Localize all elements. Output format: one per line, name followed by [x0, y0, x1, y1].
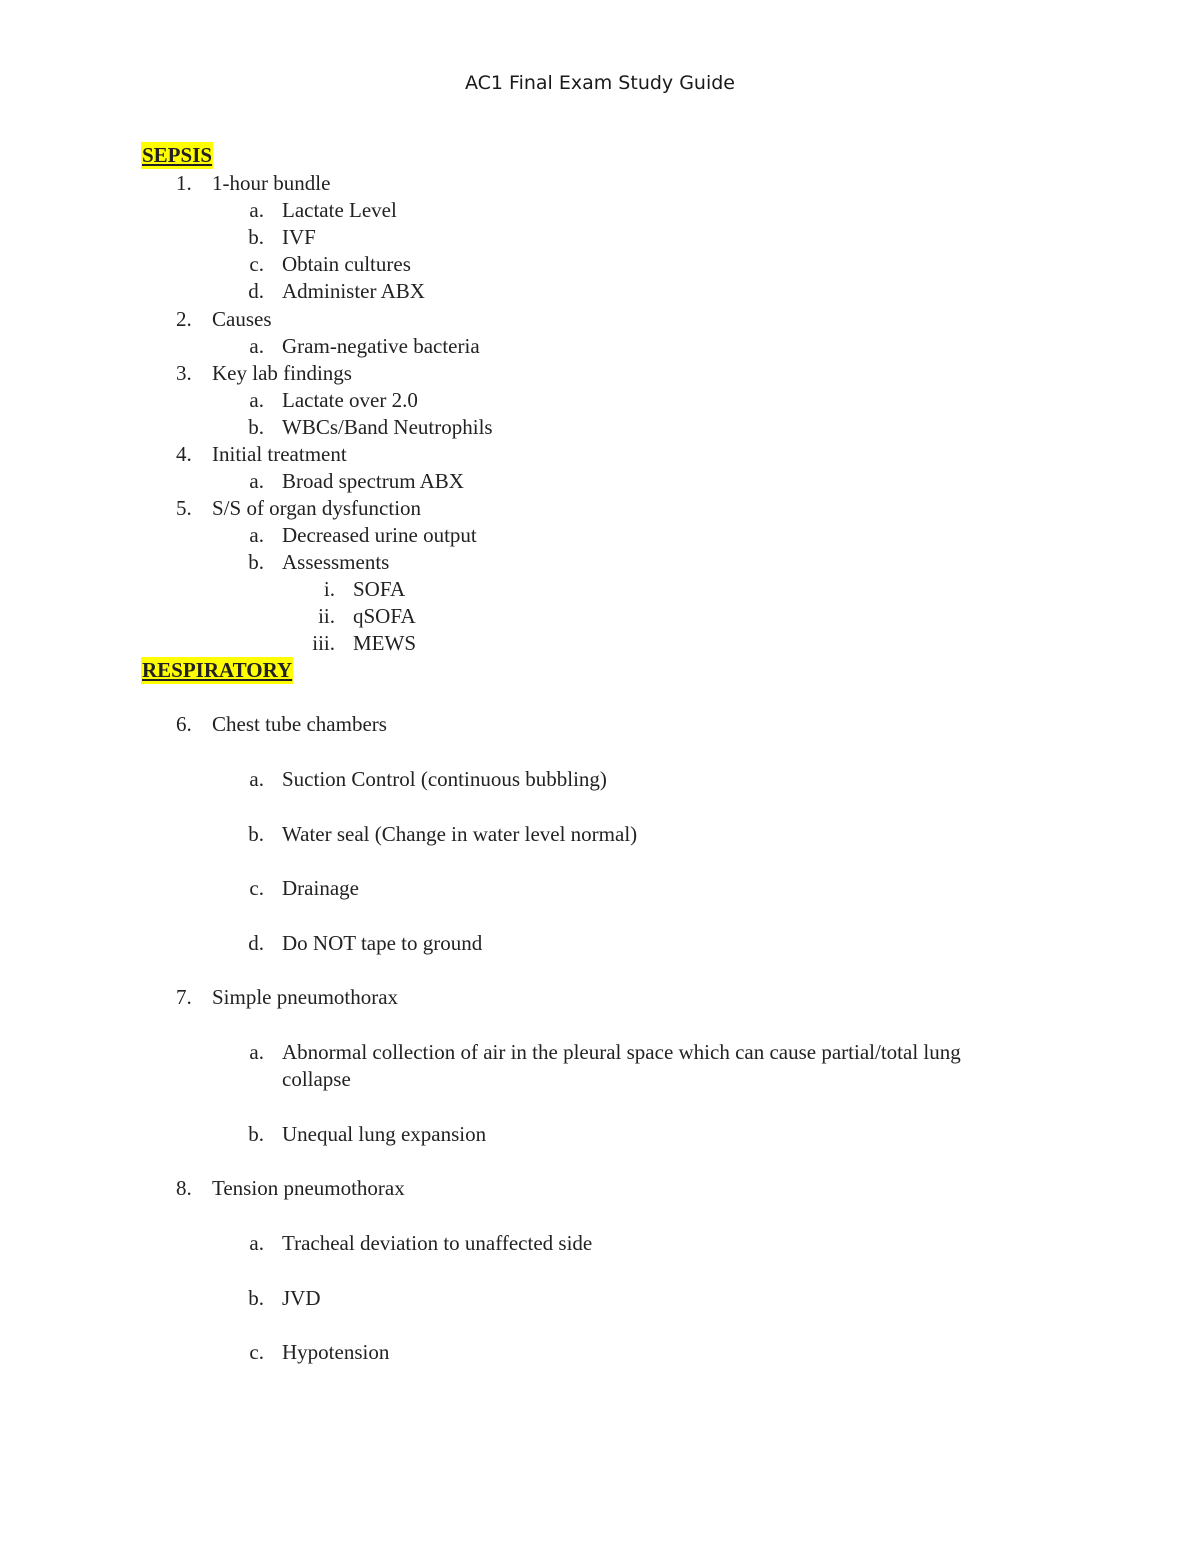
list-letter: d.	[248, 931, 264, 955]
list-item-text: Obtain cultures	[282, 252, 411, 276]
list-item-text: Abnormal collection of air in the pleural space which can cause partial/total lung	[282, 1040, 961, 1064]
list-letter: a.	[249, 523, 264, 547]
list-item-text: Drainage	[282, 876, 359, 900]
list-item-text: Water seal (Change in water level normal)	[282, 822, 638, 846]
list-item-text: Unequal lung expansion	[282, 1122, 487, 1146]
list-item-text: Assessments	[282, 550, 390, 574]
list-letter: c.	[249, 1340, 264, 1364]
list-item-text: Decreased urine output	[282, 523, 477, 547]
list-item-text: SOFA	[353, 577, 406, 601]
list-letter: a.	[249, 1231, 264, 1255]
list-item-text: Initial treatment	[212, 442, 347, 466]
list-item-text: Administer ABX	[282, 279, 425, 303]
list-roman: i.	[323, 577, 335, 601]
list-roman: iii.	[312, 631, 335, 655]
list-number: 6.	[176, 712, 192, 736]
list-number: 3.	[176, 361, 192, 385]
list-letter: a.	[249, 469, 264, 493]
list-letter: a.	[249, 388, 264, 412]
list-item-text: Tracheal deviation to unaffected side	[282, 1231, 593, 1255]
list-letter: b.	[248, 1122, 264, 1146]
list-item-text: Key lab findings	[212, 361, 352, 385]
list-number: 7.	[176, 985, 192, 1009]
list-letter: c.	[249, 252, 264, 276]
list-item-text: Suction Control (continuous bubbling)	[282, 767, 607, 791]
list-item-text: Tension pneumothorax	[212, 1176, 405, 1200]
list-item-text: Hypotension	[282, 1340, 390, 1364]
section-heading-respiratory: RESPIRATORY	[142, 658, 293, 682]
list-item-text: Gram-negative bacteria	[282, 334, 480, 358]
list-letter: d.	[248, 279, 264, 303]
section-heading-sepsis: SEPSIS	[142, 143, 213, 167]
list-letter: b.	[248, 415, 264, 439]
list-item-text: Causes	[212, 307, 272, 331]
list-item-text: IVF	[282, 225, 316, 249]
list-letter: b.	[248, 550, 264, 574]
list-letter: a.	[249, 767, 264, 791]
list-item-text: Broad spectrum ABX	[282, 469, 464, 493]
list-item-text: JVD	[282, 1286, 321, 1310]
list-item-text: 1-hour bundle	[212, 171, 331, 195]
list-item-text: qSOFA	[353, 604, 416, 628]
list-roman: ii.	[318, 604, 335, 628]
list-number: 2.	[176, 307, 192, 331]
list-letter: a.	[249, 1040, 264, 1064]
document-title: AC1 Final Exam Study Guide	[464, 72, 736, 94]
list-item-text: Lactate over 2.0	[282, 388, 418, 412]
list-item-text: Simple pneumothorax	[212, 985, 399, 1009]
list-number: 5.	[176, 496, 192, 520]
list-letter: a.	[249, 198, 264, 222]
list-number: 8.	[176, 1176, 192, 1200]
list-item-text: Do NOT tape to ground	[282, 931, 483, 955]
list-item-text: Lactate Level	[282, 198, 397, 222]
list-letter: a.	[249, 334, 264, 358]
list-item-text: MEWS	[353, 631, 416, 655]
list-letter: c.	[249, 876, 264, 900]
list-letter: b.	[248, 1286, 264, 1310]
list-item-text: collapse	[282, 1067, 351, 1091]
list-number: 4.	[176, 442, 192, 466]
list-letter: b.	[248, 225, 264, 249]
list-letter: b.	[248, 822, 264, 846]
list-item-text: WBCs/Band Neutrophils	[282, 415, 493, 439]
list-item-text: S/S of organ dysfunction	[212, 496, 422, 520]
list-item-text: Chest tube chambers	[212, 712, 387, 736]
list-number: 1.	[176, 171, 192, 195]
